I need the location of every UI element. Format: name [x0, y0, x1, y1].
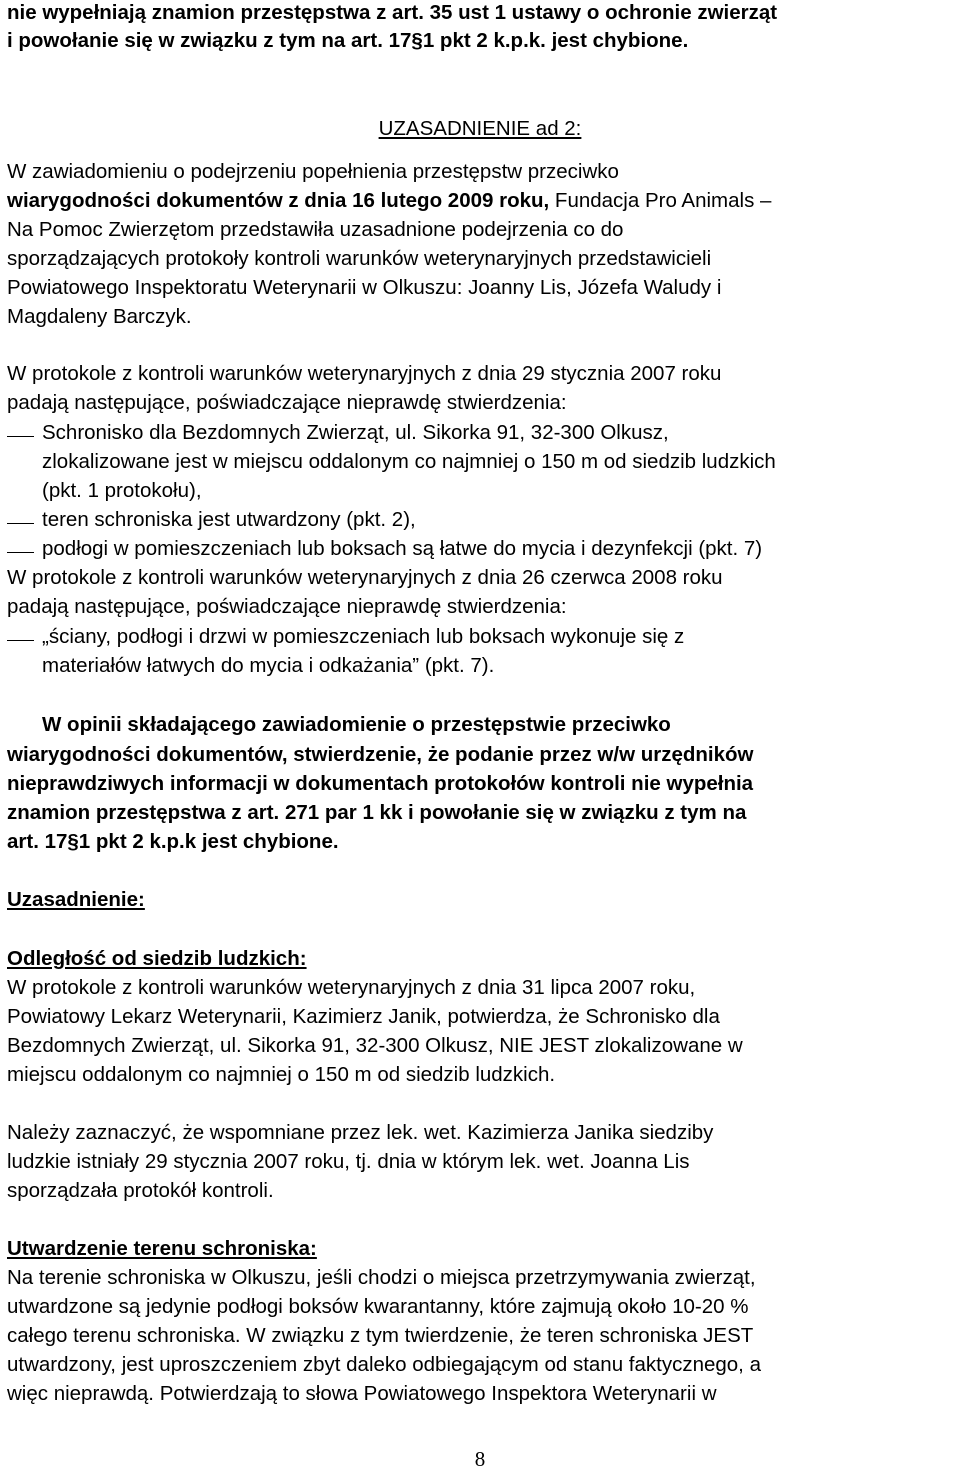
opinion-line: wiarygodności dokumentów, stwierdzenie, że podanie przez w/w urzędników [7, 743, 754, 766]
bold-fragment: wiarygodności dokumentów z dnia 16 lutego 2009 roku, [7, 189, 550, 212]
paragraph-line: miejscu oddalonym co najmniej o 150 m od siedzib ludzkich. [7, 1063, 556, 1086]
paragraph-line: utwardzone są jedynie podłogi boksów kwarantanny, które zajmują około 10-20 % [7, 1295, 749, 1318]
opinion-line: znamion przestępstwa z art. 271 par 1 kk i powołanie się w związku z tym na [7, 801, 747, 824]
paragraph-line: sporządzała protokół kontroli. [7, 1179, 274, 1202]
intro-line-2: i powołanie się w związku z tym na art. 17§1 pkt 2 k.p.k. jest chybione. [7, 29, 689, 52]
opinion-line: nieprawdziwych informacji w dokumentach protokołów kontroli nie wypełnia [7, 772, 754, 795]
paragraph-line: Powiatowy Lekarz Weterynarii, Kazimierz Janik, potwierdza, że Schronisko dla [7, 1005, 720, 1028]
paragraph-line: sporządzających protokoły kontroli warunków weterynaryjnych przedstawicieli [7, 247, 712, 270]
list-item: teren schroniska jest utwardzony (pkt. 2), [42, 508, 416, 531]
section-heading-hardening: Utwardzenie terenu schroniska: [7, 1237, 317, 1260]
paragraph-line: W protokole z kontroli warunków weterynaryjnych z dnia 31 lipca 2007 roku, [7, 976, 696, 999]
page-number: 8 [474, 1447, 486, 1471]
paragraph-line: padają następujące, poświadczające nieprawdę stwierdzenia: [7, 391, 567, 414]
opinion-line: W opinii składającego zawiadomienie o przestępstwie przeciwko [42, 713, 671, 736]
section-heading-justification: Uzasadnienie: [7, 888, 145, 911]
paragraph-line: Powiatowego Inspektoratu Weterynarii w Olkuszu: Joanny Lis, Józefa Waludy i [7, 276, 722, 299]
paragraph-line [7, 186, 771, 215]
list-item-continuation: (pkt. 1 protokołu), [42, 479, 202, 502]
paragraph-line: utwardzony, jest uproszczeniem zbyt daleko odbiegającym od stanu faktycznego, a [7, 1353, 761, 1376]
intro-line-1: nie wypełniają znamion przestępstwa z art. 35 ust 1 ustawy o ochronie zwierząt [7, 1, 778, 24]
bullet-dash [7, 640, 34, 641]
list-item: podłogi w pomieszczeniach lub boksach są łatwe do mycia i dezynfekcji (pkt. 7) [42, 537, 763, 560]
paragraph-line: Na Pomoc Zwierzętom przedstawiła uzasadnione podejrzenia co do [7, 218, 624, 241]
bullet-dash [7, 552, 34, 553]
bullet-dash [7, 523, 34, 524]
paragraph-line: Magdaleny Barczyk. [7, 305, 192, 328]
list-item-continuation: zlokalizowane jest w miejscu oddalonym co najmniej o 150 m od siedzib ludzkich [42, 450, 776, 473]
text-fragment: Fundacja Pro Animals – [549, 189, 772, 212]
opinion-line: art. 17§1 pkt 2 k.p.k jest chybione. [7, 830, 339, 853]
section-heading-ad2: UZASADNIENIE ad 2: [378, 117, 582, 140]
paragraph-line: całego terenu schroniska. W związku z tym twierdzenie, że teren schroniska JEST [7, 1324, 754, 1347]
paragraph-line: W zawiadomieniu o podejrzeniu popełnienia przestępstw przeciwko [7, 160, 619, 183]
paragraph-line: W protokole z kontroli warunków weterynaryjnych z dnia 26 czerwca 2008 roku [7, 566, 723, 589]
paragraph-line: Na terenie schroniska w Olkuszu, jeśli chodzi o miejsca przetrzymywania zwierząt, [7, 1266, 756, 1289]
list-item: Schronisko dla Bezdomnych Zwierząt, ul. Sikorka 91, 32-300 Olkusz, [42, 421, 669, 444]
paragraph-line: padają następujące, poświadczające nieprawdę stwierdzenia: [7, 595, 567, 618]
paragraph-line: więc nieprawdą. Potwierdzają to słowa Powiatowego Inspektora Weterynarii w [7, 1382, 717, 1405]
list-item-continuation: materiałów łatwych do mycia i odkażania” (pkt. 7). [42, 654, 495, 677]
paragraph-line: ludzkie istniały 29 stycznia 2007 roku, tj. dnia w którym lek. wet. Joanna Lis [7, 1150, 690, 1173]
section-heading-distance: Odległość od siedzib ludzkich: [7, 947, 307, 970]
paragraph-line: Bezdomnych Zwierząt, ul. Sikorka 91, 32-300 Olkusz, NIE JEST zlokalizowane w [7, 1034, 743, 1057]
paragraph-line: W protokole z kontroli warunków weterynaryjnych z dnia 29 stycznia 2007 roku [7, 362, 722, 385]
paragraph-line: Należy zaznaczyć, że wspomniane przez lek. wet. Kazimierza Janika siedziby [7, 1121, 714, 1144]
bullet-dash [7, 436, 34, 437]
list-item: „ściany, podłogi i drzwi w pomieszczeniach lub boksach wykonuje się z [42, 625, 685, 648]
